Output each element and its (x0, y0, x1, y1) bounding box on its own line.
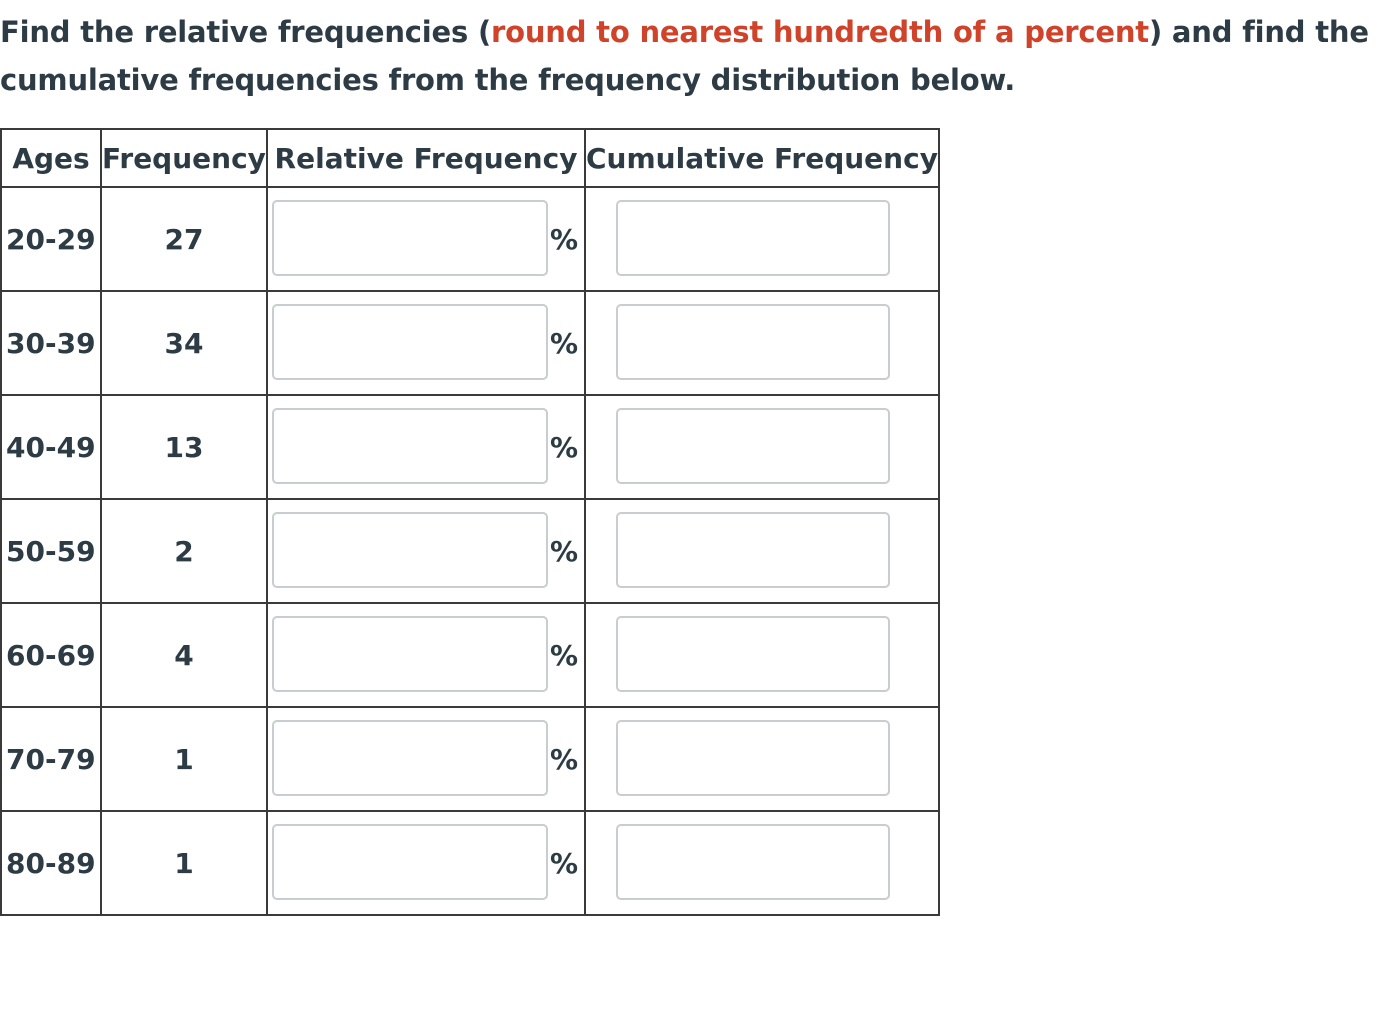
age-cell: 30-39 (1, 291, 101, 395)
table-row (1, 187, 939, 291)
age-cell: 40-49 (1, 395, 101, 499)
relative-frequency-input[interactable] (272, 200, 548, 276)
relative-frequency-input[interactable] (272, 408, 548, 484)
cumulative-frequency-cell (585, 395, 939, 499)
percent-sign: % (549, 326, 578, 360)
relative-frequency-cell (267, 291, 585, 395)
percent-sign: % (549, 534, 578, 568)
age-cell: 60-69 (1, 603, 101, 707)
header-cumulative-frequency: Cumulative Frequency (585, 129, 939, 187)
header-frequency: Frequency (101, 129, 267, 187)
table-header-row (1, 129, 939, 187)
relative-frequency-cell (267, 603, 585, 707)
relative-frequency-input[interactable] (272, 824, 548, 900)
age-cell: 80-89 (1, 811, 101, 915)
cumulative-frequency-cell (585, 499, 939, 603)
table-row (1, 603, 939, 707)
rounding-instruction: round to nearest hundredth of a percent (491, 15, 1149, 49)
frequency-cell: 27 (101, 187, 267, 291)
frequency-cell: 13 (101, 395, 267, 499)
relative-frequency-cell (267, 811, 585, 915)
relative-frequency-cell (267, 499, 585, 603)
percent-sign: % (549, 430, 578, 464)
header-relative-frequency: Relative Frequency (267, 129, 585, 187)
percent-sign: % (549, 638, 578, 672)
relative-frequency-cell (267, 187, 585, 291)
cumulative-frequency-input[interactable] (616, 512, 890, 588)
cumulative-frequency-input[interactable] (616, 200, 890, 276)
frequency-cell: 1 (101, 811, 267, 915)
frequency-cell: 4 (101, 603, 267, 707)
relative-frequency-cell (267, 707, 585, 811)
cumulative-frequency-cell (585, 291, 939, 395)
cumulative-frequency-input[interactable] (616, 720, 890, 796)
cumulative-frequency-cell (585, 187, 939, 291)
instructions-text-start: Find the relative frequencies ( (0, 15, 491, 49)
frequency-cell: 34 (101, 291, 267, 395)
cumulative-frequency-input[interactable] (616, 304, 890, 380)
table-row (1, 707, 939, 811)
cumulative-frequency-input[interactable] (616, 824, 890, 900)
instructions-text-end: ) and find the cumulative frequencies from the frequency distribution below. (0, 15, 1369, 97)
frequency-cell: 2 (101, 499, 267, 603)
cumulative-frequency-cell (585, 603, 939, 707)
percent-sign: % (549, 222, 578, 256)
relative-frequency-input[interactable] (272, 512, 548, 588)
relative-frequency-cell (267, 395, 585, 499)
frequency-cell: 1 (101, 707, 267, 811)
table-row (1, 499, 939, 603)
cumulative-frequency-input[interactable] (616, 408, 890, 484)
table-row (1, 291, 939, 395)
cumulative-frequency-cell (585, 707, 939, 811)
relative-frequency-input[interactable] (272, 304, 548, 380)
percent-sign: % (549, 742, 578, 776)
relative-frequency-input[interactable] (272, 616, 548, 692)
header-ages: Ages (1, 129, 101, 187)
relative-frequency-input[interactable] (272, 720, 548, 796)
age-cell: 50-59 (1, 499, 101, 603)
question-instructions (0, 8, 1370, 104)
percent-sign: % (549, 846, 578, 880)
table-row (1, 811, 939, 915)
table-row (1, 395, 939, 499)
cumulative-frequency-cell (585, 811, 939, 915)
age-cell: 70-79 (1, 707, 101, 811)
frequency-table (0, 128, 940, 916)
cumulative-frequency-input[interactable] (616, 616, 890, 692)
age-cell: 20-29 (1, 187, 101, 291)
